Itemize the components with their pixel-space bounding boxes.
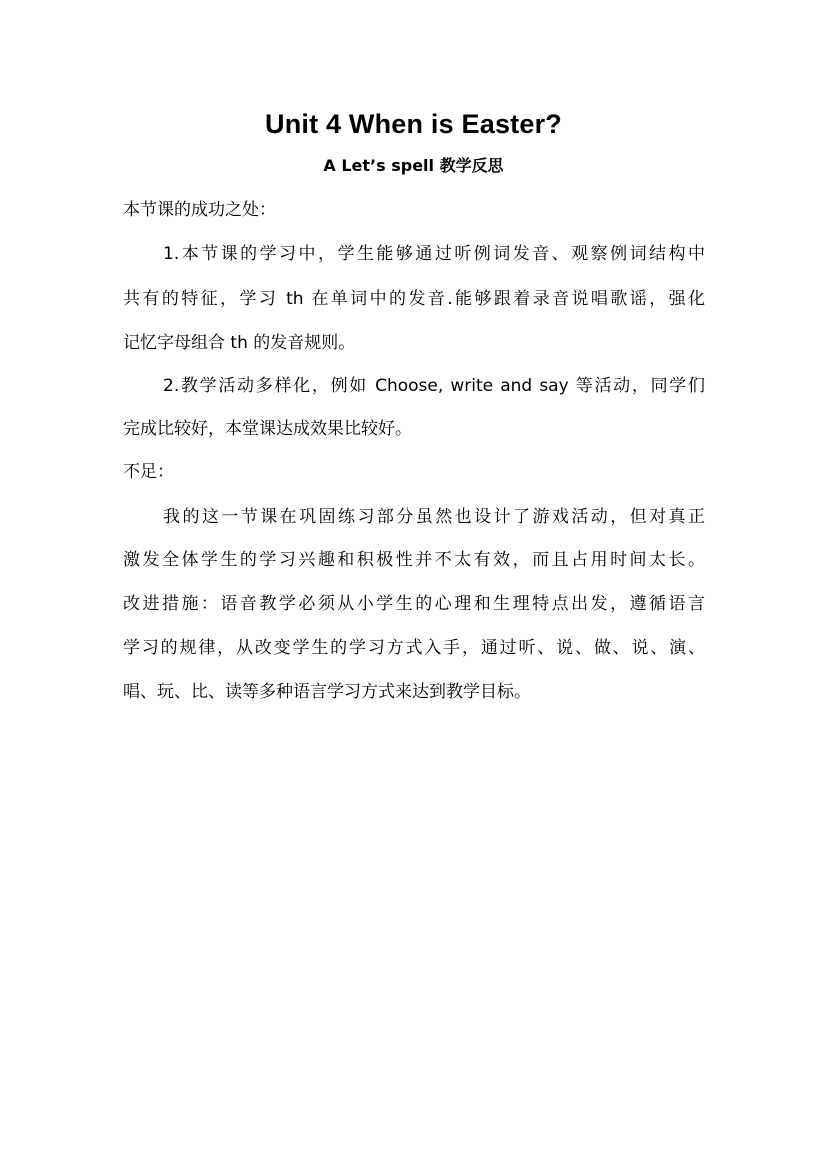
paragraph-line: 1.本节课的学习中，学生能够通过听例词发音、观察例词结构中 [163,244,705,264]
paragraph-line: 2.教学活动多样化，例如 Choose, write and say 等活动，同学们 [163,376,705,396]
paragraph-line: 学习的规律，从改变学生的学习方式入手，通过听、说、做、说、演、 [123,638,705,658]
paragraph-line: 记忆字母组合 th 的发音规则。 [123,333,356,353]
paragraph-line: 改进措施：语音教学必须从小学生的心理和生理特点出发，遵循语言 [123,594,705,614]
paragraph-line: 唱、玩、比、读等多种语言学习方式来达到教学目标。 [123,682,531,702]
document-subtitle: A Let’s spell 教学反思 [323,156,504,175]
section-heading-shortcomings: 不足： [123,462,174,482]
section-heading-success: 本节课的成功之处： [123,200,276,220]
paragraph-line: 完成比较好，本堂课达成效果比较好。 [123,419,412,439]
paragraph-line: 激发全体学生的学习兴趣和积极性并不太有效，而且占用时间太长。 [123,550,705,570]
paragraph-line: 我的这一节课在巩固练习部分虽然也设计了游戏活动，但对真正 [163,507,705,527]
paragraph-line: 共有的特征，学习 th 在单词中的发音.能够跟着录音说唱歌谣，强化 [123,289,705,309]
document-title: Unit 4 When is Easter? [265,109,562,139]
